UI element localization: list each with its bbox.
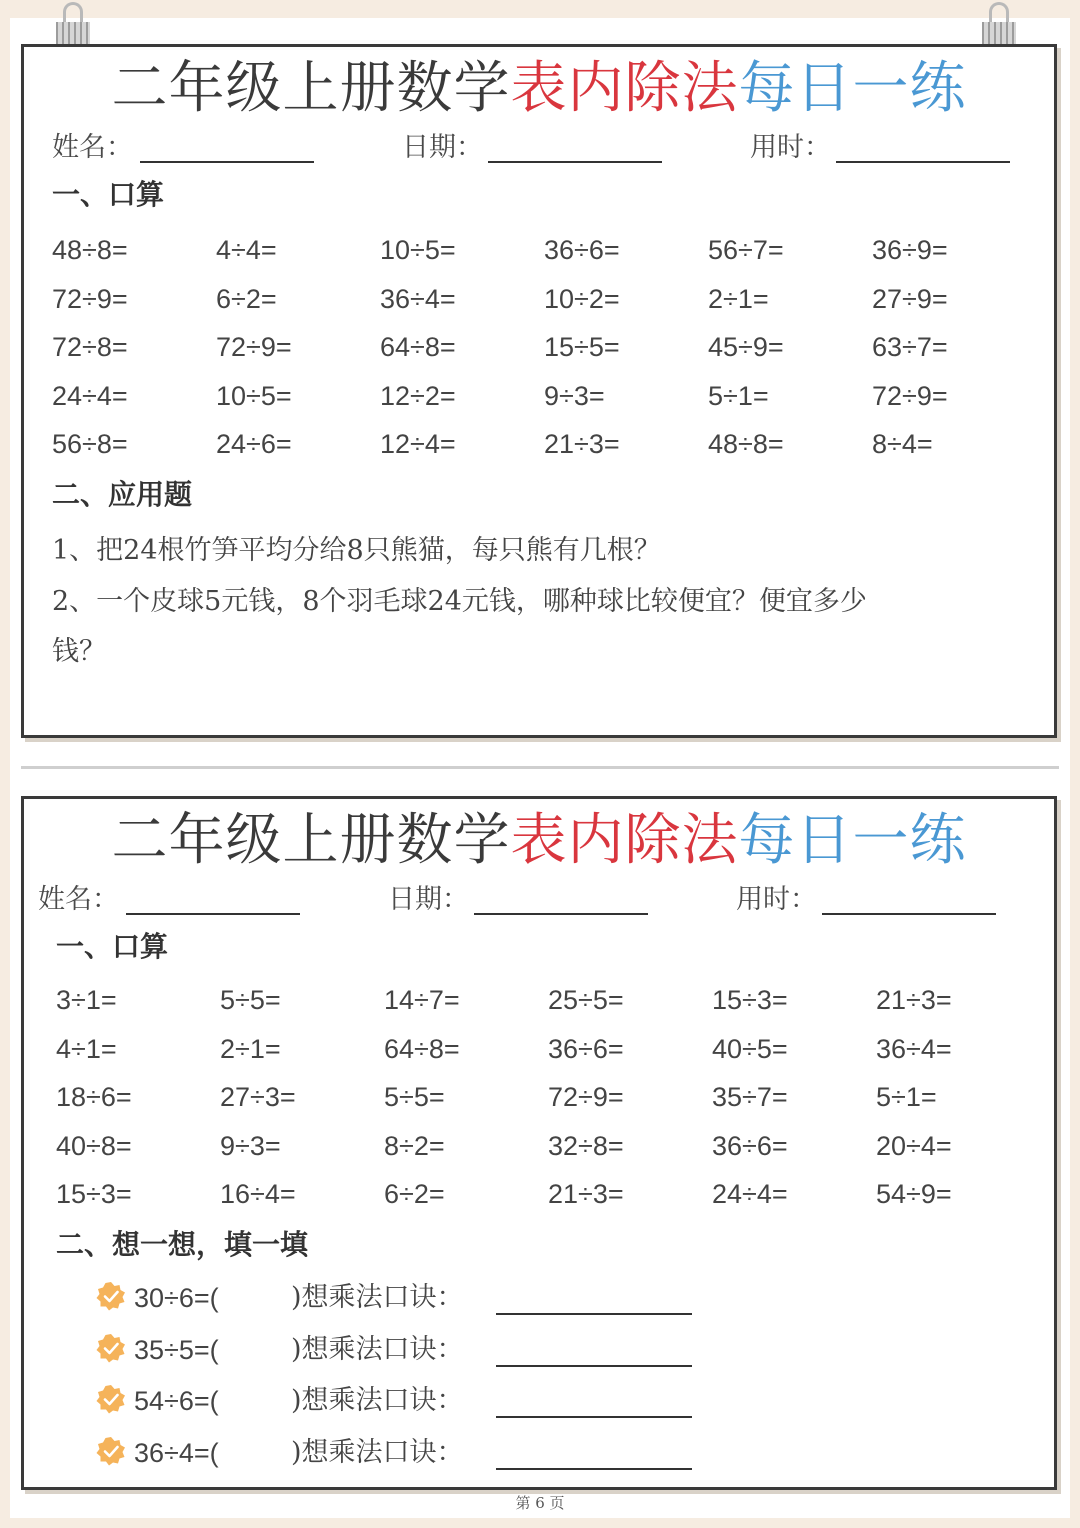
fill-in-item [96, 1331, 736, 1371]
section-heading-oral: 一、口算 [52, 178, 165, 211]
calc-problem: 6÷2= [216, 283, 277, 314]
time-label: 用时： [750, 132, 831, 163]
calc-problem: 36÷4= [876, 1033, 952, 1064]
calc-problem: 27÷3= [220, 1082, 296, 1112]
calc-problem: 35÷7= [712, 1082, 788, 1112]
fill-in-item [96, 1382, 736, 1422]
calc-problem: 5÷1= [708, 380, 769, 411]
calc-problem: 72÷8= [52, 332, 128, 362]
name-field [38, 883, 119, 917]
calc-problem: 27÷9= [872, 283, 948, 314]
calc-problem: 5÷5= [384, 1082, 445, 1112]
calc-problem: 12÷2= [380, 380, 456, 411]
binder-clip-icon [980, 0, 1018, 46]
date-label: 日期： [402, 132, 483, 163]
calc-problem: 9÷3= [544, 380, 605, 411]
calc-problem: 24÷4= [52, 380, 128, 411]
calc-problem: 72÷9= [872, 380, 948, 411]
date-field [388, 883, 469, 917]
calc-problem: 45÷9= [708, 332, 784, 362]
calc-problem: 56÷8= [52, 429, 128, 459]
answer-line[interactable] [496, 1468, 692, 1470]
calc-problem: 64÷8= [380, 332, 456, 362]
calc-problem: 8÷2= [384, 1130, 445, 1161]
calc-problem: 15÷3= [56, 1179, 132, 1209]
binder-clip-icon [54, 0, 92, 46]
check-badge-icon [96, 1436, 126, 1466]
worksheet-2 [21, 796, 1057, 1490]
time-label: 用时： [736, 884, 817, 915]
date-line [474, 913, 648, 915]
name-field [52, 131, 133, 165]
calc-problem: 36÷4= [380, 283, 456, 314]
section-heading-fill-in: 二、想一想，填一填 [56, 1228, 309, 1261]
worksheet-1 [21, 44, 1057, 738]
calc-problem: 18÷6= [56, 1082, 132, 1112]
calc-problem: 54÷9= [876, 1179, 952, 1209]
calc-problem: 4÷4= [216, 235, 277, 265]
word-problem-2-cont: 钱？ [52, 636, 106, 667]
calc-problem: 72÷9= [52, 283, 128, 314]
fill-hint: )想乘法口诀： [291, 1282, 464, 1313]
page-number: 第 6 页 [515, 1494, 565, 1512]
answer-line[interactable] [496, 1365, 692, 1367]
calc-problem: 12÷4= [380, 429, 456, 459]
calc-problem: 36÷6= [712, 1130, 788, 1161]
calc-problem: 15÷5= [544, 332, 620, 362]
calc-problem: 40÷8= [56, 1130, 132, 1161]
calc-problem: 40÷5= [712, 1033, 788, 1064]
calc-problem: 14÷7= [384, 985, 460, 1015]
calc-problem: 2÷1= [708, 283, 769, 314]
calc-problem: 72÷9= [216, 332, 292, 362]
calc-problem: 5÷5= [220, 985, 281, 1015]
calc-problem: 21÷3= [548, 1179, 624, 1209]
time-field [750, 131, 831, 165]
calc-problem: 8÷4= [872, 429, 933, 459]
calc-problem: 24÷6= [216, 429, 292, 459]
calc-problem: 21÷3= [876, 985, 952, 1015]
calc-problem: 15÷3= [712, 985, 788, 1015]
answer-line[interactable] [496, 1416, 692, 1418]
time-field [736, 883, 817, 917]
fill-expression: 30÷6=( [134, 1283, 219, 1313]
info-row [24, 883, 1054, 923]
check-badge-icon [96, 1384, 126, 1414]
calc-problem: 32÷8= [548, 1130, 624, 1161]
calc-problem: 48÷8= [52, 235, 128, 265]
info-row [24, 131, 1054, 171]
calc-problem: 16÷4= [220, 1179, 296, 1209]
fill-in-item [96, 1279, 736, 1319]
calc-problem: 24÷4= [712, 1179, 788, 1209]
word-problem-2: 2、一个皮球5元钱，8个羽毛球24元钱，哪种球比较便宜？便宜多少 [52, 586, 867, 617]
page-divider [21, 766, 1059, 769]
calc-problem: 10÷2= [544, 283, 620, 314]
time-line [836, 161, 1010, 163]
calc-problem: 72÷9= [548, 1082, 624, 1112]
date-field [402, 131, 483, 165]
section-heading-word-problems: 二、应用题 [52, 478, 193, 511]
calc-problem: 63÷7= [872, 332, 948, 362]
calc-problem: 36÷6= [544, 235, 620, 265]
fill-expression: 36÷4=( [134, 1437, 219, 1468]
worksheet-title: 二年级上册数学表内除法每日一练 [111, 808, 967, 873]
fill-hint: )想乘法口诀： [291, 1385, 464, 1416]
check-badge-icon [96, 1281, 126, 1311]
calc-problem: 56÷7= [708, 235, 784, 265]
calc-problem: 64÷8= [384, 1033, 460, 1064]
calc-problem: 4÷1= [56, 1033, 117, 1064]
check-badge-icon [96, 1333, 126, 1363]
calc-problem: 25÷5= [548, 985, 624, 1015]
calc-problem: 9÷3= [220, 1130, 281, 1161]
calc-problem: 36÷9= [872, 235, 948, 265]
calc-problem: 48÷8= [708, 429, 784, 459]
date-line [488, 161, 662, 163]
calc-problem: 10÷5= [216, 380, 292, 411]
worksheet-title: 二年级上册数学表内除法每日一练 [111, 56, 967, 121]
word-problem-1: 1、把24根竹笋平均分给8只熊猫，每只熊有几根？ [52, 535, 661, 566]
calc-problem: 21÷3= [544, 429, 620, 459]
calc-problem: 5÷1= [876, 1082, 937, 1112]
section-heading-oral: 一、口算 [56, 930, 169, 963]
calc-problem: 36÷6= [548, 1033, 624, 1064]
calc-problem: 20÷4= [876, 1130, 952, 1161]
date-label: 日期： [388, 884, 469, 915]
name-line [140, 161, 314, 163]
fill-hint: )想乘法口诀： [291, 1333, 464, 1365]
calc-problem: 10÷5= [380, 235, 456, 265]
fill-expression: 54÷6=( [134, 1386, 219, 1416]
calc-problem: 2÷1= [220, 1033, 281, 1064]
fill-hint: )想乘法口诀： [291, 1436, 464, 1468]
calc-problem: 6÷2= [384, 1179, 445, 1209]
answer-line[interactable] [496, 1313, 692, 1315]
name-line [126, 913, 300, 915]
name-label: 姓名： [52, 132, 133, 163]
calc-problem: 3÷1= [56, 985, 117, 1015]
time-line [822, 913, 996, 915]
name-label: 姓名： [38, 884, 119, 915]
fill-expression: 35÷5=( [134, 1334, 219, 1365]
fill-in-item [96, 1434, 736, 1474]
